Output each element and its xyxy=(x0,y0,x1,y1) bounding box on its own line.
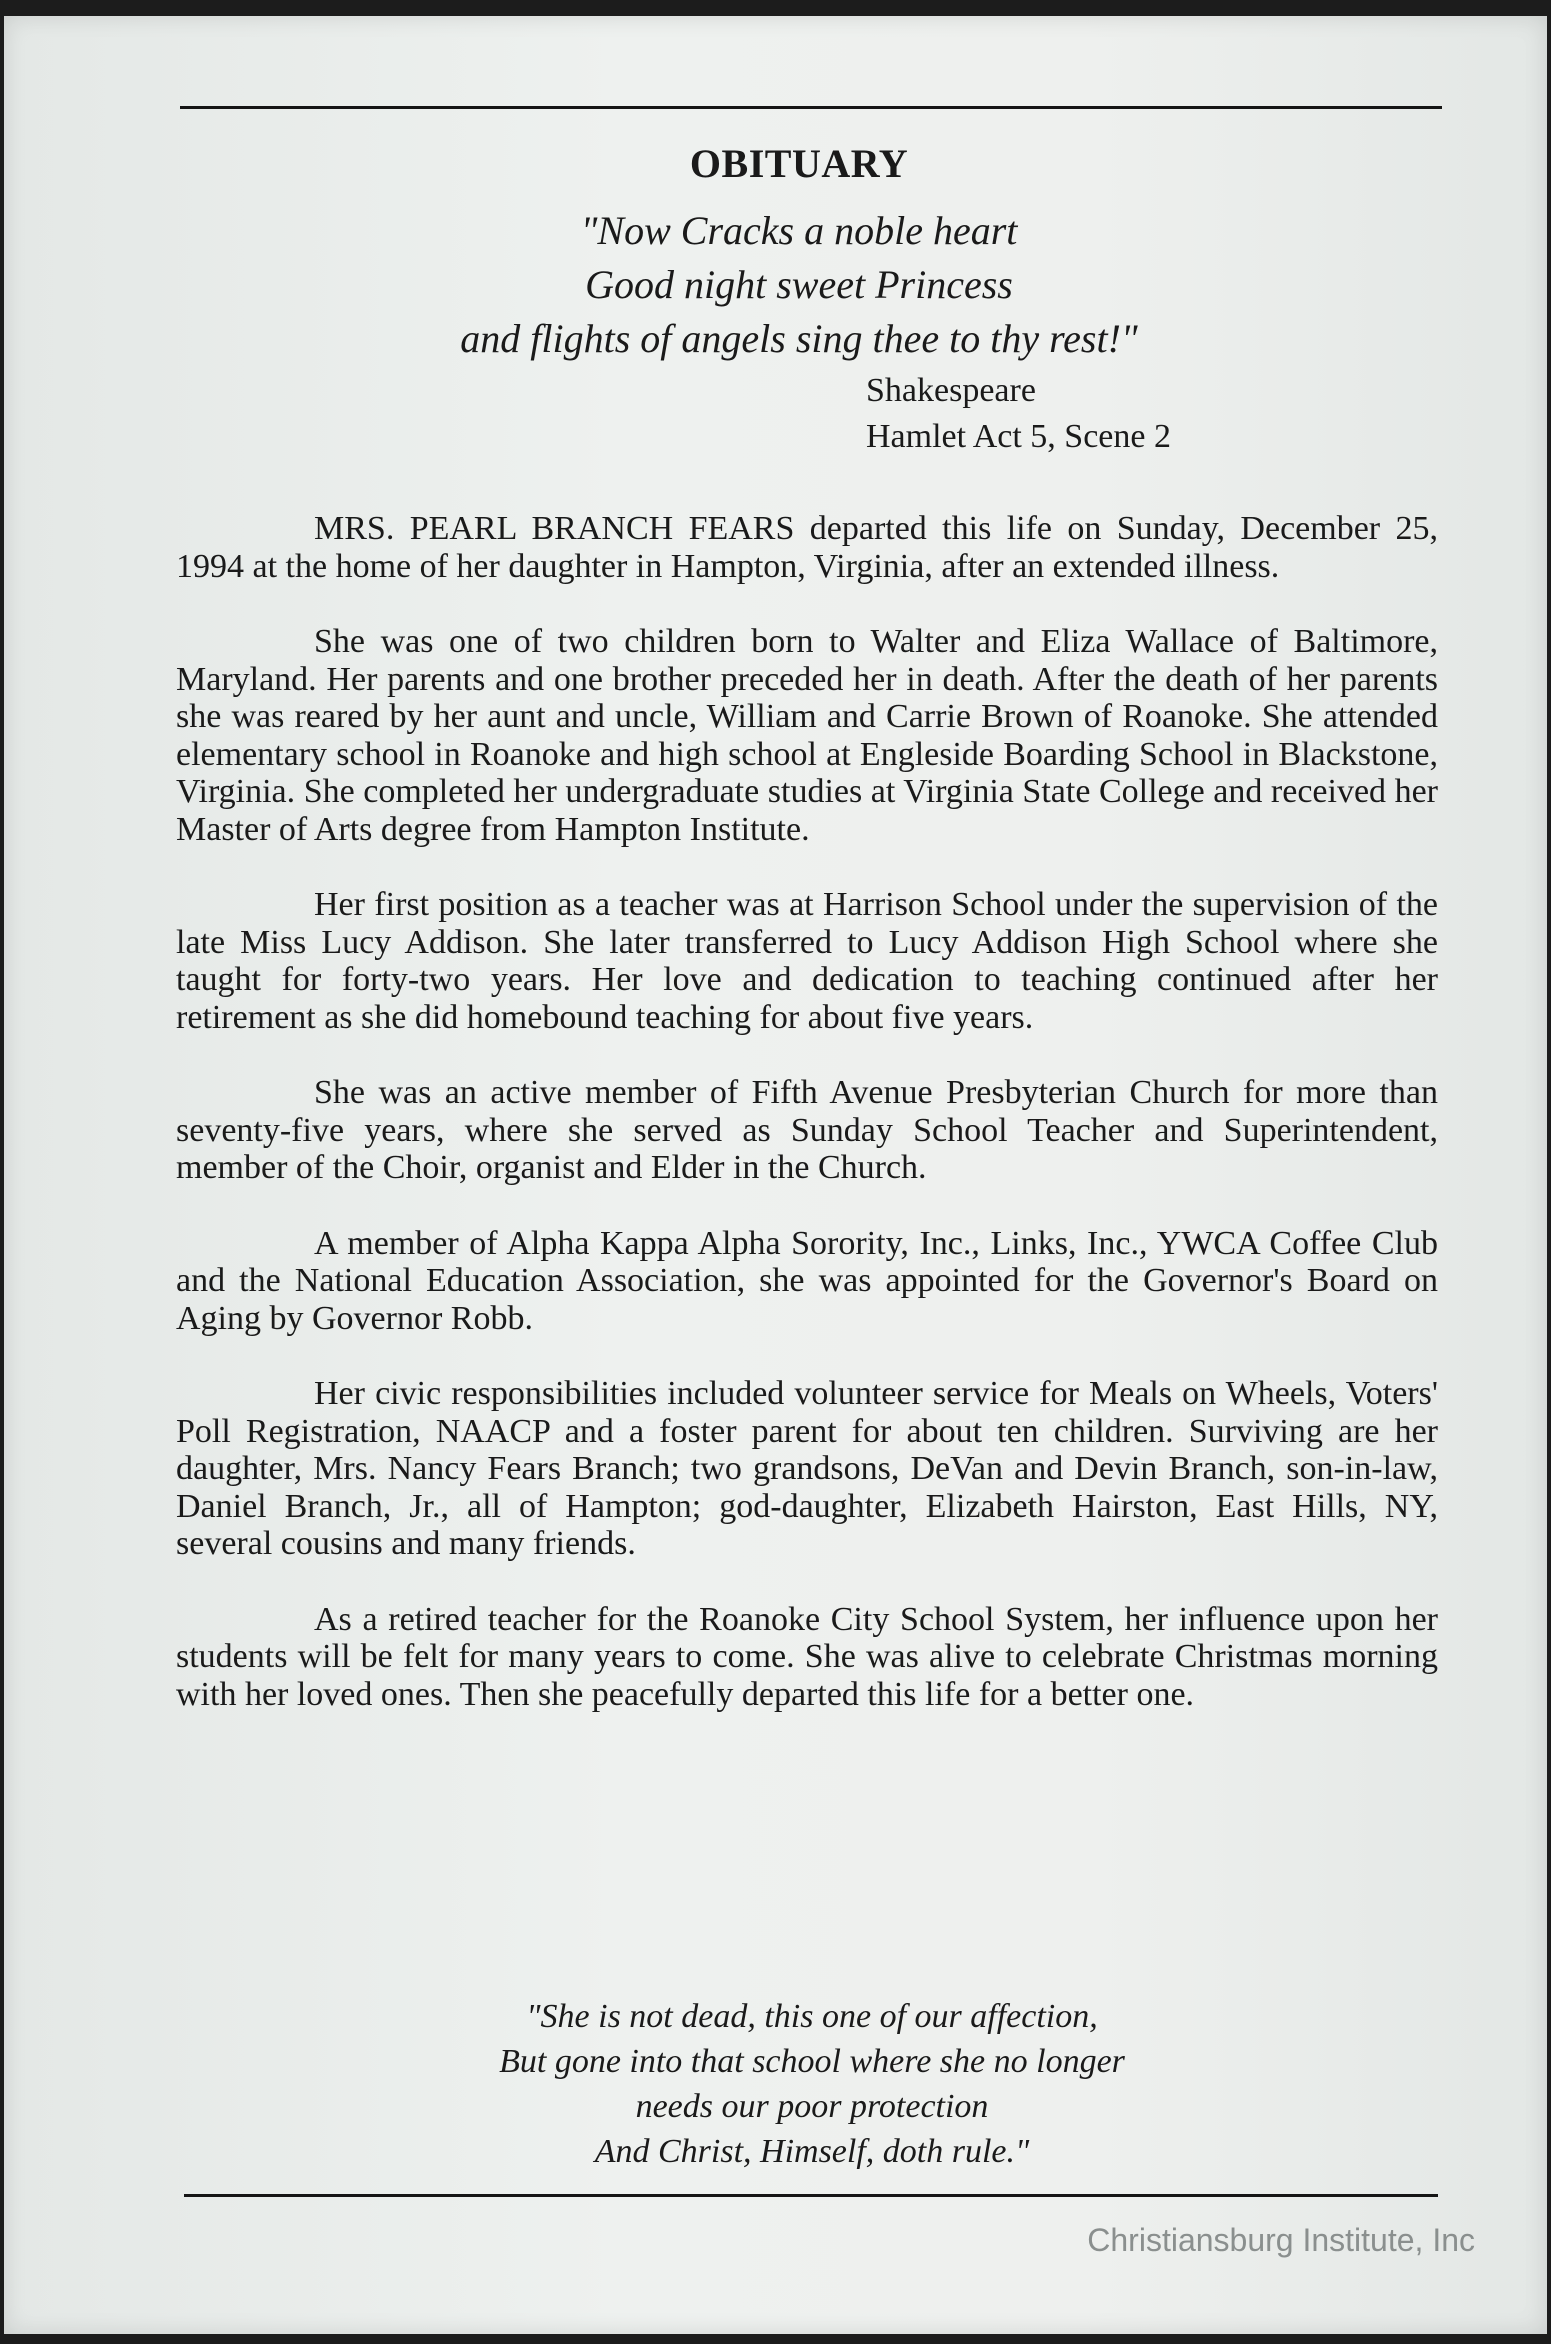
paragraph-memberships: A member of Alpha Kappa Alpha Sorority, Inc., Links, Inc., YWCA Coffee Club and the National Education Association, she was appointed for the Governor's Board on Aging by Governor Robb. xyxy=(176,1224,1438,1337)
watermark-text: Christiansburg Institute, Inc xyxy=(1087,2222,1475,2258)
paragraph-church: She was an active member of Fifth Avenue Presbyterian Church for more than seventy-five years, where she served as Sunday School Teacher and Superintendent, member of the Choir, organist and Elder in the Church. xyxy=(176,1074,1438,1186)
paragraph-early-life: She was one of two children born to Walter and Eliza Wallace of Baltimore, Maryland. Her parents and one brother preceded her in death. After the death of her parents she was reared by her aunt and uncle, William and Carrie Brown of Roanoke. She attended elementary school in Roanoke and high school at Engleside Boarding School in Blackstone, Virginia. She completed her undergraduate studies at Virginia State College and received her Master of Arts degree from Hampton Institute. xyxy=(176,623,1438,848)
epigraph-line: and flights of angels sing thee to thy rest!" xyxy=(460,316,1138,361)
top-divider xyxy=(180,106,1442,109)
paragraph-civic-survivors: Her civic responsibilities included volunteer service for Meals on Wheels, Voters' Poll Registration, NAACP and a foster parent for about ten children. Surviving are her daughter, Mrs. Nancy Fears Branch; two grandsons, DeVan and Devin Branch, son-in-law, Daniel Branch, Jr., all of Hampton; god-daughter, Elizabeth Hairston, East Hills, NY, several cousins and many friends. xyxy=(176,1375,1438,1562)
obituary-body xyxy=(176,510,1438,1751)
paragraph-teaching-career: Her first position as a teacher was at Harrison School under the supervision of the late Miss Lucy Addison. She later transferred to Lucy Addison High School where she taught for forty-two years. Her love and dedication to teaching continued after her retirement as she did homebound teaching for about five years. xyxy=(176,886,1438,1036)
epigraph-line: Good night sweet Princess xyxy=(585,262,1013,307)
attribution-author: Shakespeare xyxy=(866,372,1036,409)
bottom-divider xyxy=(184,2194,1438,2197)
shakespeare-epigraph xyxy=(4,204,1551,366)
paragraph-death-notice: MRS. PEARL BRANCH FEARS departed this life on Sunday, December 25, 1994 at the home of her daughter in Hampton, Virginia, after an extended illness. xyxy=(176,510,1438,585)
poem-line: But gone into that school where she no longer xyxy=(499,2043,1125,2080)
attribution-source: Hamlet Act 5, Scene 2 xyxy=(866,418,1171,455)
epigraph-attribution xyxy=(866,368,1171,460)
document-title: OBITUARY xyxy=(689,141,909,186)
poem-line: And Christ, Himself, doth rule." xyxy=(594,2133,1030,2170)
poem-line: "She is not dead, this one of our affection, xyxy=(526,1998,1098,2035)
paragraph-legacy: As a retired teacher for the Roanoke City School System, her influence upon her students will be felt for many years to come. She was alive to celebrate Christmas morning with her loved ones. Then she peacefully departed this life for a better one. xyxy=(176,1600,1438,1713)
poem-line: needs our poor protection xyxy=(635,2088,989,2125)
obituary-page xyxy=(4,16,1547,2334)
epigraph-line: "Now Cracks a noble heart xyxy=(580,208,1018,253)
closing-poem xyxy=(4,1994,1551,2174)
